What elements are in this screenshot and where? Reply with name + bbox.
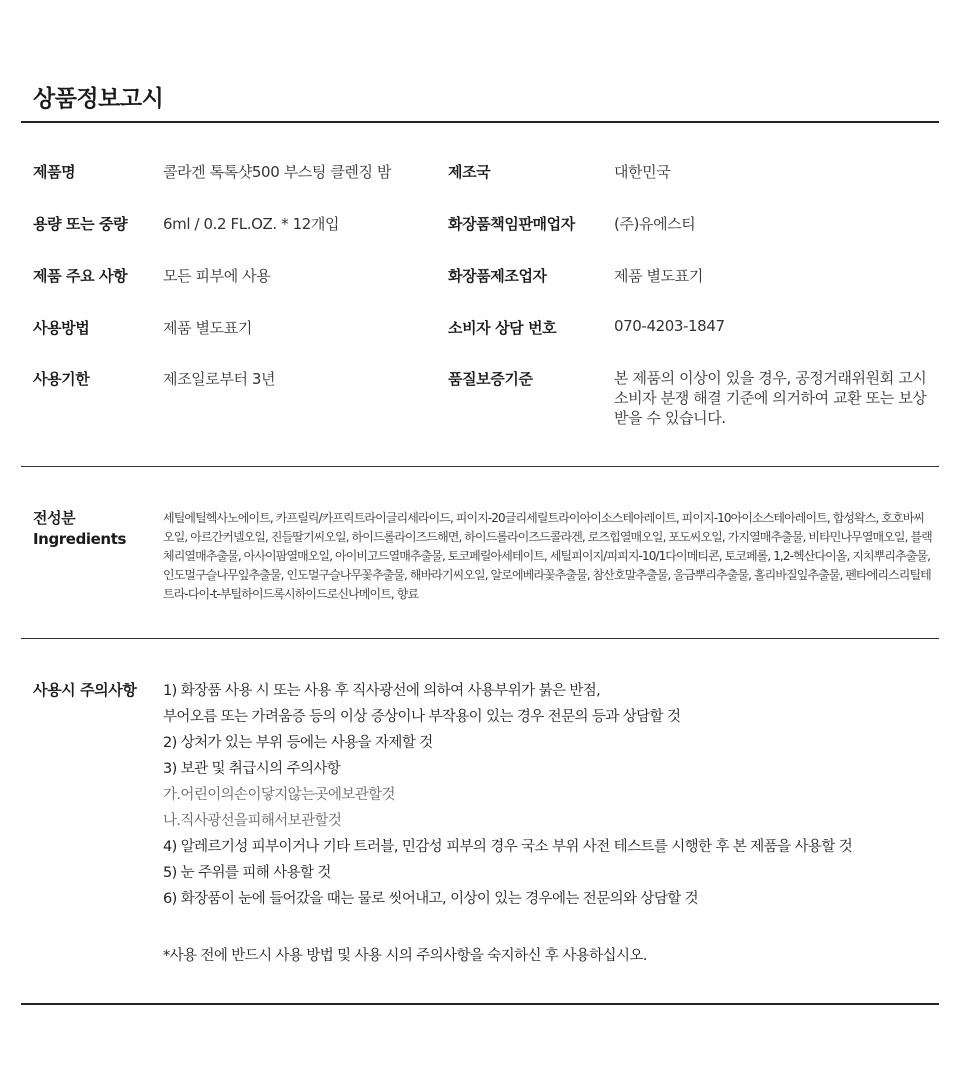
info-label: 제품명	[33, 163, 76, 181]
section-divider	[21, 638, 939, 639]
info-value: 제품 별도표기	[614, 267, 703, 285]
info-label: 제조국	[448, 163, 491, 181]
title-divider	[21, 121, 939, 123]
info-value: 070-4203-1847	[614, 317, 725, 335]
info-value: 모든 피부에 사용	[163, 267, 271, 285]
info-label: 사용방법	[33, 319, 90, 337]
bottom-divider	[21, 1003, 939, 1005]
caution-item: 4) 알레르기성 피부이거나 기타 트러블, 민감성 피부의 경우 국소 부위 사전 테스트를 시행한 후 본 제품을 사용할 것	[163, 839, 853, 855]
info-label: 화장품제조업자	[448, 267, 547, 285]
quality-guarantee-value: 본 제품의 이상이 있을 경우, 공정거래위원회 고시 소비자 분쟁 해결 기준에 의거하여 교환 또는 보상 받을 수 있습니다.	[614, 369, 927, 427]
info-label: 품질보증기준	[448, 370, 533, 388]
info-value: 대한민국	[614, 163, 671, 181]
info-label: 용량 또는 중량	[33, 215, 128, 233]
info-label: 소비자 상담 번호	[448, 319, 557, 337]
page-title: 상품정보고시	[33, 86, 164, 112]
ingredients-label-en: Ingredients	[33, 530, 126, 548]
caution-item: 6) 화장품이 눈에 들어갔을 때는 물로 씻어내고, 이상이 있는 경우에는 전문의와 상담할 것	[163, 891, 699, 907]
info-value: 제조일로부터 3년	[163, 370, 276, 388]
ingredients-label-ko: 전성분	[33, 509, 76, 527]
caution-label: 사용시 주의사항	[33, 681, 137, 699]
info-value: 6ml / 0.2 FL.OZ. * 12개입	[163, 215, 340, 233]
caution-item: 1) 화장품 사용 시 또는 사용 후 직사광선에 의하여 사용부위가 붉은 반점,	[163, 683, 601, 699]
ingredients-text: 세틸에틸헥사노에이트, 카프릴릭/카프릭트라이글리세라이드, 피이지-20글리세릴트라이아이소스테아레이트, 피이지-10아이소스테아레이트, 합성왁스, 호호바씨오일, 아르간커넬오일, 진들딸기씨오일, 하이드롤라이즈드해면, 하이드롤라이즈드콜라겐, 로즈힙열매오일, 포도씨오일, 가지열매추출물, 비타민나무열매오일, 블랙체리열매추출물, 아사이팜열매오일, 아이비고드열매추출물, 토코페릴아세테이트, 세틸피이지/피피지-10/1다이메티콘, 토코페롤, 1,2-헥산다이올, 지치뿌리추출물, 인도멀구슬나무잎추출물, 인도멀구슬나무꽃추출물, 해바라기씨오일, 알로에베라꽃추출물, 참산호말추출물, 울금뿌리추출물, 홀리바질잎추출물, 펜타에리스리틸테트라-다이-t-부틸하이드록시하이드로신나메이트, 향료	[163, 511, 932, 601]
caution-item: 부어오름 또는 가려움증 등의 이상 증상이나 부작용이 있는 경우 전문의 등과 상담할 것	[163, 709, 681, 725]
caution-item: 3) 보관 및 취급시의 주의사항	[163, 761, 341, 777]
caution-list	[163, 678, 938, 912]
ingredients-label	[33, 508, 126, 550]
caution-subitem: 나.직사광선을피해서보관할것	[163, 813, 342, 829]
info-label: 제품 주요 사항	[33, 267, 128, 285]
caution-item: 2) 상처가 있는 부위 등에는 사용을 자제할 것	[163, 735, 433, 751]
caution-subitem: 가.어린이의손이닿지않는곳에보관할것	[163, 787, 395, 803]
info-value: (주)유에스티	[614, 215, 696, 233]
caution-note: *사용 전에 반드시 사용 방법 및 사용 시의 주의사항을 숙지하신 후 사용하십시오.	[163, 948, 647, 964]
section-divider	[21, 466, 939, 467]
info-value: 콜라겐 톡톡샷500 부스팅 클렌징 밤	[163, 163, 392, 181]
caution-item: 5) 눈 주위를 피해 사용할 것	[163, 865, 331, 881]
info-label: 사용기한	[33, 370, 90, 388]
info-label: 화장품책임판매업자	[448, 215, 575, 233]
info-value: 제품 별도표기	[163, 319, 252, 337]
